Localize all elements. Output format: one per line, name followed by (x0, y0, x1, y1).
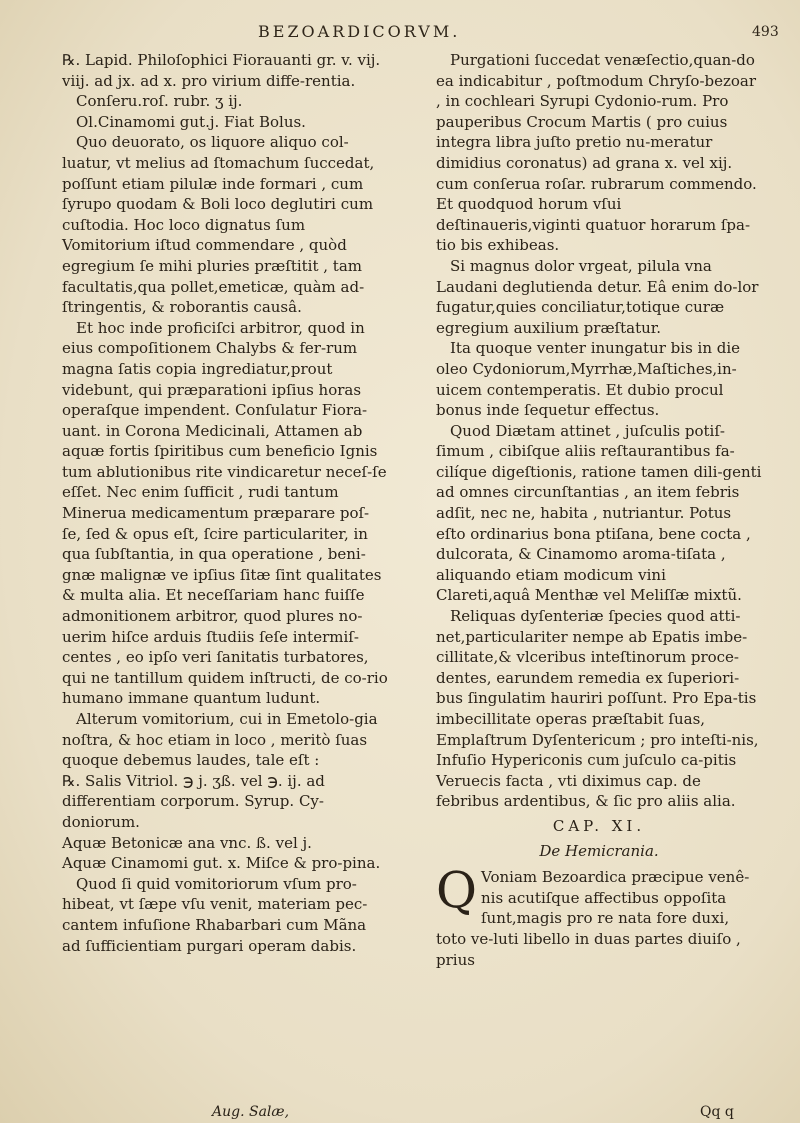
left-column (62, 50, 388, 956)
chapter-number: CAP. XI. (552, 816, 646, 835)
recipe-line: Conſeru.roſ. rubr. ʒ ij. (76, 92, 243, 111)
paragraph: Et hoc inde proficiſci arbitror, quod in eius compoſitionem Chalybs & fer-rum magna ſatis copia ingrediatur,prout videbunt, qui præparationi ipſius horas operaſque impendent. Conſulatur Fiora-uant. in Corona Medicinali, Attamen ab aquæ fortis ſpiritibus cum beneficio Ignis tum ablutionibus rite vindicaretur neceſ-ſe eſſet. Nec enim ſufficit , rudi tantum Minerua medicamentum præparare poſ-ſe, ſed & opus eſt, ſcire particulariter, in qua ſubſtantia, in qua operatione , beni-gnæ malignæ ve ipſius ſitæ ſint qualitates & multa alia. Et neceſſariam hanc fuiſſe admonitionem arbitror, quod plures no-uerim hiſce arduis ſtudiis ſeſe intermiſ-centes , eo ipſo veri ſanitatis turbatores, qui ne tantillum quidem inſtructi, de co-rio humano immane quantum ludunt. (62, 318, 388, 708)
paragraph: Reliquas dyſenteriæ ſpecies quod atti-net,particulariter nempe ab Epatis imbe-cillitate,& vlceribus inteſtinorum proce-dentes, earundem remedia ex ſuperiori-bus ſingulatim hauriri poſſunt. Pro Epa-tis imbecillitate operas præſtabit ſuas, Emplaſtrum Dyſentericum ; pro inteſti-nis, Infuſio Hypericonis cum juſculo ca-pitis Veruecis facta , vti diximus cap. de febribus ardentibus, & ſic pro aliis alia. (436, 607, 759, 811)
recipe-line: Ol.Cinamomi gut.j. Fiat Bolus. (76, 112, 306, 131)
paragraph: Quod ſi quid vomitoriorum vſum pro-hibeat, vt ſæpe vſu venit, materiam pec-cantem infuſione Rhabarbari cum Mãna ad ſufficientiam purgari operam dabis. (62, 874, 368, 955)
recipe-line: Aquæ Cinamomi gut. x. Miſce & pro-pina. (62, 854, 381, 873)
paragraph: Quod Diætam attinet , juſculis potiſ-ſimum , cibiſque aliis reſtaurantibus fa-cilíque digeſtionis, ratione tamen dili-genti ad omnes circunſtantias , an item febris adſit, nec ne, habita , nutriantur. Potus eſto ordinarius bona ptiſana, bene cocta , dulcorata, & Cinamomo aroma-tiſata , aliquando etiam modicum vini Clareti,aquâ Menthæ vel Meliſſæ mixtũ. (436, 421, 762, 605)
recipe-line: Aquæ Betonicæ ana vnc. ß. vel j. (62, 833, 312, 852)
running-head: BEZOARDICORVM. (258, 22, 461, 41)
right-column (436, 50, 762, 970)
page-header (0, 22, 800, 48)
recipe-line: ℞. Lapid. Philoſophici Fiorauanti gr. v. vij. viij. ad jx. ad x. pro virium diffe-rentia. (62, 51, 381, 90)
chapter-opening-text: Voniam Bezoardica præcipue venê-nis acutiſque affectibus oppoſita ſunt,magis pro re nata fore duxi, toto ve-luti libello in duas partes diuiſo , prius (436, 868, 750, 969)
paragraph: Ita quoque venter inungatur bis in die oleo Cydoniorum,Myrrhæ,Maſtiches,in-uicem contemperatis. Et dubio procul bonus inde ſequetur effectus. (436, 339, 741, 420)
catchword: Aug. Salæ, (212, 1104, 290, 1120)
chapter-title: De Hemicrania. (539, 841, 659, 860)
recipe-line: ℞. Salis Vitriol. ℈ j. ʒß. vel ℈. ij. ad differentiam corporum. Syrup. Cy-doniorum. (62, 771, 325, 831)
chapter-opening (436, 861, 762, 970)
paragraph: Si magnus dolor vrgeat, pilula vna Laudani deglutienda detur. Eâ enim do-lor fugatur,quies conciliatur,totique curæ egregium auxilium præſtatur. (436, 256, 759, 337)
paragraph: Purgationi ſuccedat venæſectio,quan-do ea indicabitur , poſtmodum Chryſo-bezoar , in cochleari Syrupi Cydonio-rum. Pro pauperibus Crocum Martis ( pro cuius integra libra juſto pretio nu-meratur dimidius coronatus) ad grana x. vel xij. cum conſerua roſar. rubrarum commendo. Et quodquod horum vſui deſtinaueris,viginti quatuor horarum ſpa-tio bis exhibeas. (436, 51, 757, 255)
signature-mark: Qq q (700, 1104, 734, 1120)
paragraph: Quo deuorato, os liquore aliquo col-luatur, vt melius ad ſtomachum ſuccedat, poſſunt etiam pilulæ inde formari , cum ſyrupo quodam & Boli loco deglutiri cum cuſtodia. Hoc loco dignatus ſum Vomitorium iſtud commendare , quòd egregium ſe mihi pluries præſtitit , tam facultatis,qua pollet,emeticæ, quàm ad-ſtringentis, & roborantis causâ. (62, 133, 375, 317)
page-number: 493 (752, 24, 779, 40)
drop-capital: Q (436, 861, 477, 920)
paragraph: Alterum vomitorium, cui in Emetolo-gia noſtra, & hoc etiam in loco , meritò ſuas quoque debemus laudes, tale eſt : (62, 710, 378, 770)
